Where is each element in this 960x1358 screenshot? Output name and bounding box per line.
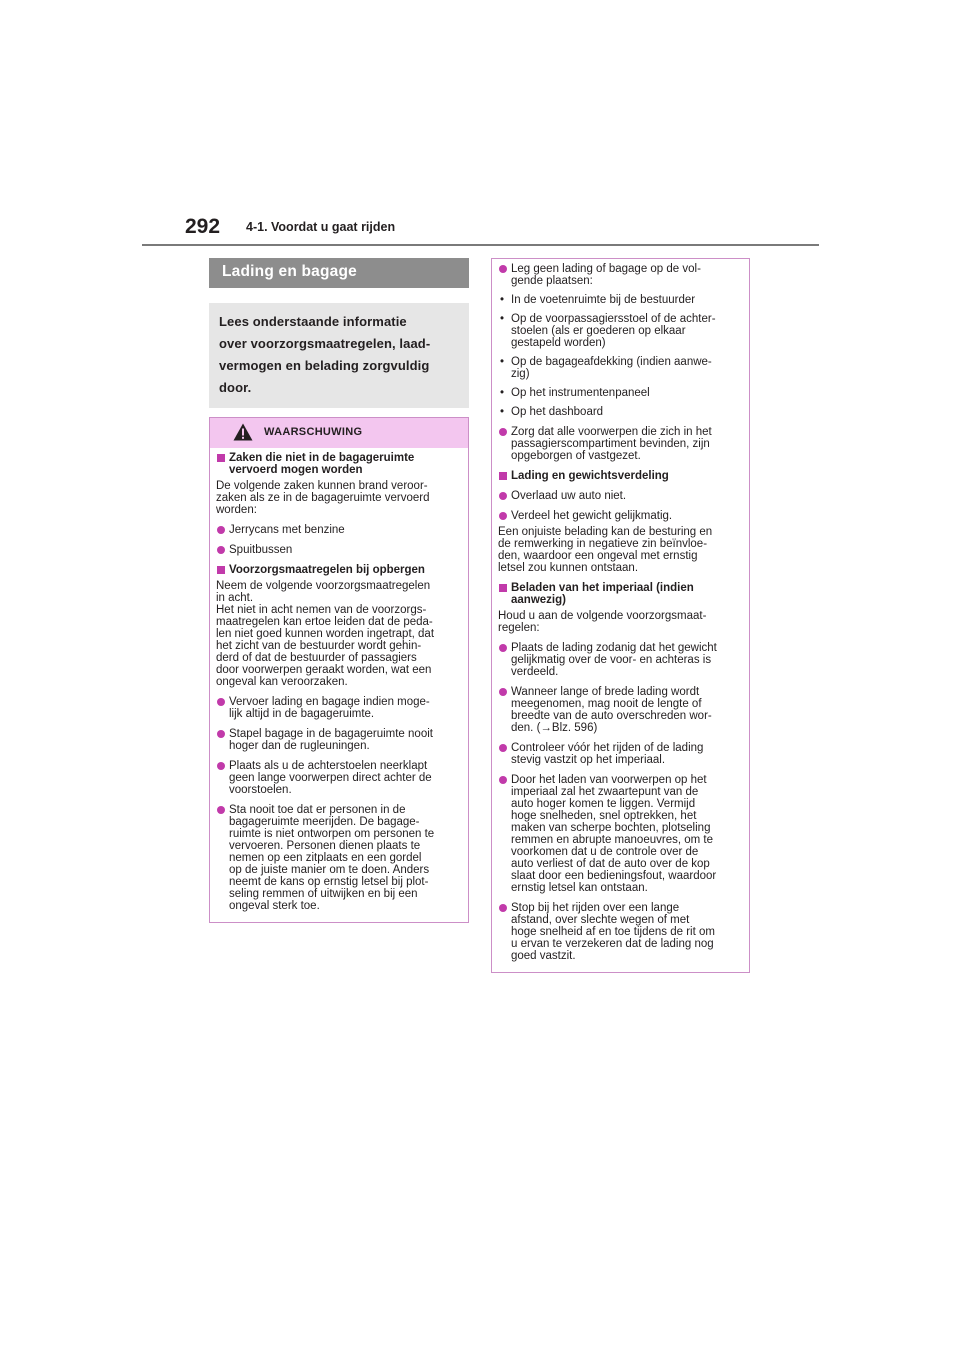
bullet-item: Stop bij het rijden over een lange afstand, over slechte wegen of met hoge snelheid af en toe tijdens de rit om u ervan te verzekeren dat de lading nog goed vastzit. [498, 902, 741, 962]
bullet-item: Stapel bagage in de bagageruimte nooit hoger dan de rugleuningen. [216, 728, 460, 752]
warning-box [209, 417, 469, 923]
warning-heading-storage: Voorzorgsmaatregelen bij opbergen [216, 564, 460, 576]
bullet-item: Spuitbussen [216, 544, 460, 556]
dash-item: • Op de bagageafdekking (indien aanwe- zig) [498, 356, 741, 380]
bullet-item: Controleer vóór het rijden of de lading stevig vastzit op het imperiaal. [498, 742, 741, 766]
warning-triangle-icon [233, 423, 253, 441]
paragraph-loading-effects: Een onjuiste belading kan de besturing en de remwerking in negatieve zin beïnvloe- den, waardoor een ongeval met ernstig letsel zou kunnen ontstaan. [498, 526, 713, 574]
warning-paragraph-storage: Neem de volgende voorzorgsmaatregelen in acht. Het niet in acht nemen van de voorzorgs- maatregelen kan ertoe leiden dat de peda- len niet goed kunnen worden ingetrapt, dat het zicht van de bestuurder wordt gehin- derd of dat de bestuurder of passagiers door voorwerpen geraakt worden, wat een ongeval kan veroorzaken. [216, 580, 435, 688]
bullet-item: Vervoer lading en bagage indien moge- lijk altijd in de bagageruimte. [216, 696, 460, 720]
warning-heading-cargo: Zaken die niet in de bagageruimte vervoerd mogen worden [216, 452, 460, 476]
bullet-item: Wanneer lange of brede lading wordt meegenomen, mag nooit de lengte of breedte van de auto overschreden wor- den. (→Blz. 596) [498, 686, 741, 734]
warning-paragraph-cargo: De volgende zaken kunnen brand veroor- zaken als ze in de bagageruimte vervoerd worden: [216, 480, 430, 516]
dash-item: • Op het dashboard [498, 406, 741, 418]
bullet-item: Leg geen lading of bagage op de vol- gende plaatsen: [498, 263, 741, 287]
bullet-item: Overlaad uw auto niet. [498, 490, 741, 502]
header-rule [142, 244, 819, 246]
bullet-item: Zorg dat alle voorwerpen die zich in het passagierscompartiment bevinden, zijn opgeborgen of vastgezet. [498, 426, 741, 462]
left-column [209, 258, 469, 923]
heading-roof-rack: Beladen van het imperiaal (indien aanwezig) [498, 582, 741, 606]
warning-label: WAARSCHUWING [264, 426, 363, 438]
bullet-item: Verdeel het gewicht gelijkmatig. [498, 510, 741, 522]
intro-box: Lees onderstaande informatie over voorzorgsmaatregelen, laad- vermogen en belading zorgvuldig door. [209, 303, 469, 408]
section-label: 4-1. Voordat u gaat rijden [246, 220, 396, 234]
heading-weight-distribution: Lading en gewichtsverdeling [498, 470, 741, 482]
dash-item: • Op het instrumentenpaneel [498, 387, 741, 399]
bullet-item: Sta nooit toe dat er personen in de bagageruimte meerijden. De bagage- ruimte is niet ontworpen om personen te vervoeren. Personen dienen plaats te nemen op een zitplaats en een gordel op de juiste manier om te doen. Anders neemt de kans op ernstig letsel bij plot- seling remmen of uitwijken en bij een ongeval sterk toe. [216, 804, 460, 912]
bullet-item: Jerrycans met benzine [216, 524, 460, 536]
dash-item: • Op de voorpassagiersstoel of de achter- stoelen (als er goederen op elkaar gestapeld worden) [498, 313, 741, 349]
warning-body [210, 448, 468, 922]
section-title: Lading en bagage [209, 258, 469, 288]
right-column-warning-box [491, 258, 750, 973]
bullet-item: Door het laden van voorwerpen op het imperiaal zal het zwaartepunt van de auto hoger komen te liggen. Vermijd hoge snelheden, snel optrekken, het maken van scherpe bochten, plotseling remmen en abrupte manoeuvres, om te voorkomen dat u de controle over de auto verliest of dat de auto over de kop slaat door een bedieningsfout, waardoor ernstig letsel kan ontstaan. [498, 774, 741, 894]
bullet-item: Plaats de lading zodanig dat het gewicht gelijkmatig over de voor- en achteras is verdeeld. [498, 642, 741, 678]
bullet-item: Plaats als u de achterstoelen neerklapt geen lange voorwerpen direct achter de voorstoelen. [216, 760, 460, 796]
page-number: 292 [185, 215, 221, 238]
paragraph-roof-rack: Houd u aan de volgende voorzorgsmaat- regelen: [498, 610, 707, 634]
warning-header [210, 418, 468, 448]
dash-item: • In de voetenruimte bij de bestuurder [498, 294, 741, 306]
